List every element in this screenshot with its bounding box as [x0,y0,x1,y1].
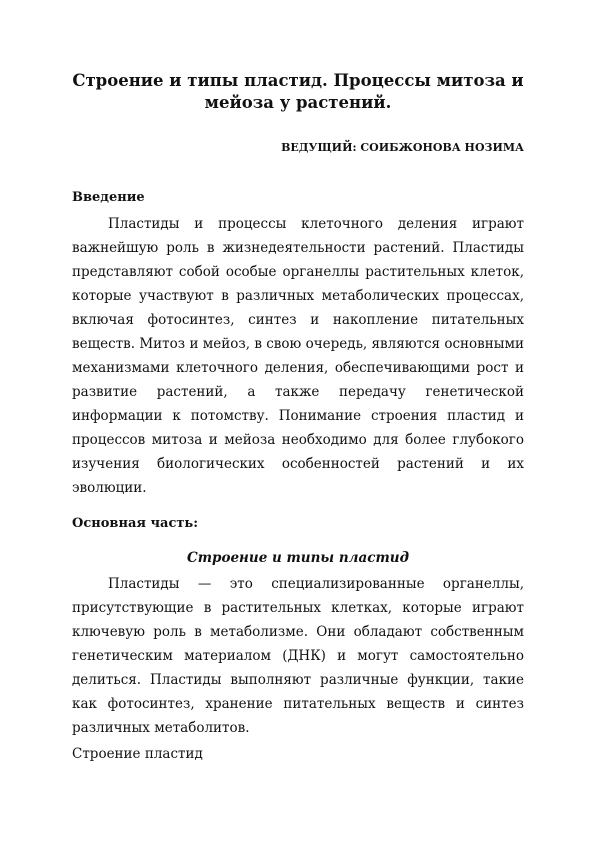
section-paragraph: Пластиды — это специализированные органеллы, присутствующие в растительных клетках, которые играют ключевую роль в метаболизме. Они обладают собственным генетическим материалом (ДНК) и могут самостоятельно делиться. Пластиды выполняют различные функции, такие как фотосинтез, хранение питательных веществ и синтез различных метаболитов. [72,576,524,736]
section-heading: Строение и типы пластид [186,550,410,566]
subsection-label: Строение пластид [72,746,203,762]
intro-paragraph: Пластиды и процессы клеточного деления играют важнейшую роль в жизнедеятельности растений. Пластиды представляют собой особые органеллы растительных клеток, которые участвуют в различных метаболических процессах, включая фотосинтез, синтез и накопление питательных веществ. Митоз и мейоз, в свою очередь, являются основными механизмами клеточного деления, обеспечивающими рост и развитие растений, а также передачу генетической информации к потомству. Понимание строения пластид и процессов митоза и мейоза необходимо для более глубокого изучения биологических особенностей растений и их эволюции. [72,216,524,496]
document-title: Строение и типы пластид. Процессы митоза и мейоза у растений. [72,71,524,112]
intro-heading: Введение [72,190,145,205]
author-line: ВЕДУЩИЙ: СОИБЖОНОВА НОЗИМА [281,141,524,154]
main-heading: Основная часть: [72,516,199,531]
